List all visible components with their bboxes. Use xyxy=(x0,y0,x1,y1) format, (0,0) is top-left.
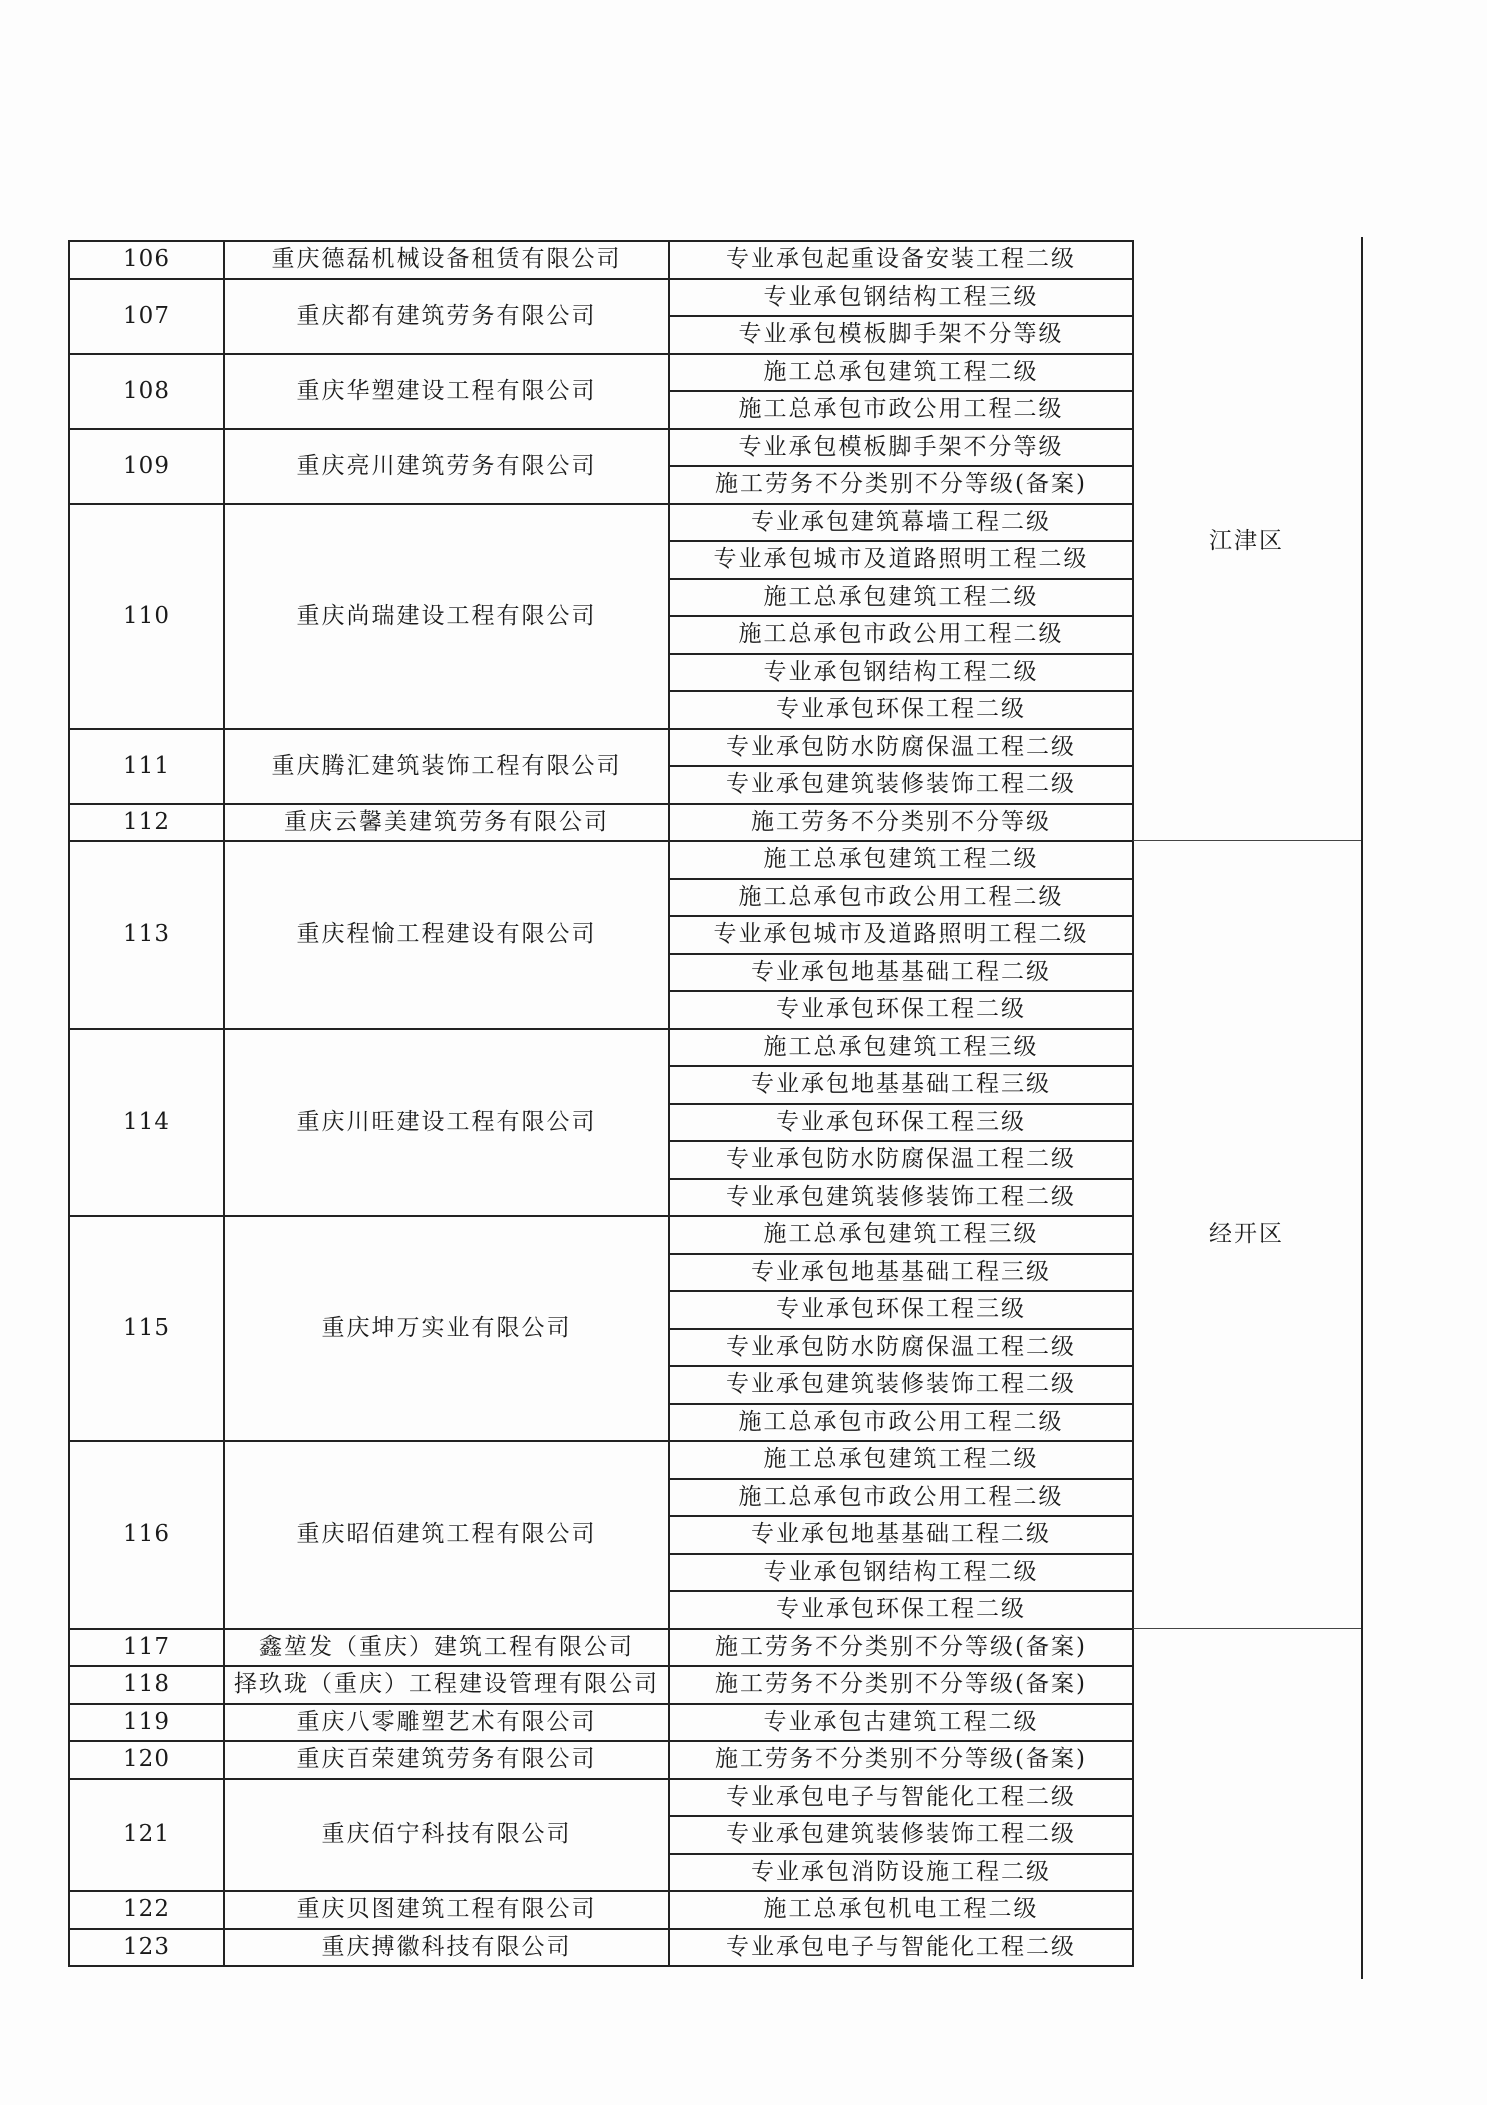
qualification: 专业承包地基基础工程二级 xyxy=(669,1516,1133,1554)
qualification: 专业承包城市及道路照明工程二级 xyxy=(669,541,1133,579)
company-name: 重庆昭佰建筑工程有限公司 xyxy=(224,1441,669,1629)
qualification: 施工劳务不分类别不分等级(备案) xyxy=(669,1629,1133,1667)
row-number: 108 xyxy=(69,354,224,429)
company-name: 重庆搏徽科技有限公司 xyxy=(224,1929,669,1967)
row-number: 114 xyxy=(69,1029,224,1217)
qualification: 施工总承包建筑工程二级 xyxy=(669,354,1133,392)
row-number: 120 xyxy=(69,1741,224,1779)
region-name: 经开区 xyxy=(1209,1221,1284,1248)
row-number: 123 xyxy=(69,1929,224,1967)
region-name xyxy=(1133,1629,1359,1967)
qualification: 施工总承包建筑工程二级 xyxy=(669,841,1133,879)
company-name: 重庆川旺建设工程有限公司 xyxy=(224,1029,669,1217)
qualification: 专业承包地基基础工程三级 xyxy=(669,1066,1133,1104)
row-number: 118 xyxy=(69,1666,224,1704)
company-name: 重庆程愉工程建设有限公司 xyxy=(224,841,669,1029)
qualification: 专业承包防水防腐保温工程二级 xyxy=(669,729,1133,767)
qualification: 施工总承包市政公用工程二级 xyxy=(669,391,1133,429)
table-row xyxy=(69,241,1359,279)
company-name: 重庆佰宁科技有限公司 xyxy=(224,1779,669,1892)
qualification: 专业承包钢结构工程三级 xyxy=(669,279,1133,317)
qualification: 专业承包起重设备安装工程二级 xyxy=(669,241,1133,279)
company-name: 重庆八零雕塑艺术有限公司 xyxy=(224,1704,669,1742)
qualification: 专业承包模板脚手架不分等级 xyxy=(669,429,1133,467)
qualification: 专业承包环保工程三级 xyxy=(669,1104,1133,1142)
row-number: 121 xyxy=(69,1779,224,1892)
qualification: 专业承包环保工程二级 xyxy=(669,1591,1133,1629)
table-row xyxy=(69,1629,1359,1667)
company-name: 重庆都有建筑劳务有限公司 xyxy=(224,279,669,354)
company-name: 重庆云馨美建筑劳务有限公司 xyxy=(224,804,669,842)
qualification: 专业承包城市及道路照明工程二级 xyxy=(669,916,1133,954)
qualification: 专业承包地基基础工程二级 xyxy=(669,954,1133,992)
qualification: 专业承包防水防腐保温工程二级 xyxy=(669,1141,1133,1179)
row-number: 107 xyxy=(69,279,224,354)
qualification: 专业承包建筑装修装饰工程二级 xyxy=(669,1366,1133,1404)
qualification: 专业承包电子与智能化工程二级 xyxy=(669,1929,1133,1967)
company-name: 重庆尚瑞建设工程有限公司 xyxy=(224,504,669,729)
qualification: 施工总承包建筑工程二级 xyxy=(669,579,1133,617)
qualification: 施工总承包机电工程二级 xyxy=(669,1891,1133,1929)
row-number: 116 xyxy=(69,1441,224,1629)
qualification: 施工总承包建筑工程三级 xyxy=(669,1029,1133,1067)
qualification: 施工总承包市政公用工程二级 xyxy=(669,1404,1133,1442)
qualification: 专业承包消防设施工程二级 xyxy=(669,1854,1133,1892)
row-number: 119 xyxy=(69,1704,224,1742)
region-name: 江津区 xyxy=(1209,527,1284,554)
row-number: 111 xyxy=(69,729,224,804)
company-name: 重庆华塑建设工程有限公司 xyxy=(224,354,669,429)
region-separator xyxy=(1133,840,1361,841)
right-border-line xyxy=(1361,237,1363,1979)
row-number: 115 xyxy=(69,1216,224,1441)
qualification: 专业承包环保工程二级 xyxy=(669,691,1133,729)
row-number: 110 xyxy=(69,504,224,729)
qualification: 专业承包建筑幕墙工程二级 xyxy=(669,504,1133,542)
qualification: 专业承包建筑装修装饰工程二级 xyxy=(669,1816,1133,1854)
company-name: 重庆亮川建筑劳务有限公司 xyxy=(224,429,669,504)
row-number: 117 xyxy=(69,1629,224,1667)
company-name: 重庆贝图建筑工程有限公司 xyxy=(224,1891,669,1929)
qualification: 专业承包古建筑工程二级 xyxy=(669,1704,1133,1742)
row-number: 122 xyxy=(69,1891,224,1929)
qualification: 专业承包环保工程二级 xyxy=(669,991,1133,1029)
qualification-table-body xyxy=(69,241,1359,1966)
qualification: 施工总承包市政公用工程二级 xyxy=(669,879,1133,917)
region-separator xyxy=(1133,1628,1361,1629)
qualification: 专业承包建筑装修装饰工程二级 xyxy=(669,1179,1133,1217)
row-number: 112 xyxy=(69,804,224,842)
qualification: 专业承包地基基础工程三级 xyxy=(669,1254,1133,1292)
qualification: 专业承包电子与智能化工程二级 xyxy=(669,1779,1133,1817)
qualification: 施工劳务不分类别不分等级(备案) xyxy=(669,1666,1133,1704)
company-name: 重庆百荣建筑劳务有限公司 xyxy=(224,1741,669,1779)
company-name: 鑫堃发（重庆）建筑工程有限公司 xyxy=(224,1629,669,1667)
qualification: 专业承包模板脚手架不分等级 xyxy=(669,316,1133,354)
qualification: 专业承包钢结构工程二级 xyxy=(669,1554,1133,1592)
row-number: 109 xyxy=(69,429,224,504)
qualification: 施工总承包建筑工程二级 xyxy=(669,1441,1133,1479)
qualification-table xyxy=(68,240,1359,1967)
qualification: 施工总承包市政公用工程二级 xyxy=(669,616,1133,654)
row-number: 113 xyxy=(69,841,224,1029)
company-name: 择玖珑（重庆）工程建设管理有限公司 xyxy=(224,1666,669,1704)
row-number: 106 xyxy=(69,241,224,279)
qualification: 专业承包钢结构工程二级 xyxy=(669,654,1133,692)
company-name: 重庆坤万实业有限公司 xyxy=(224,1216,669,1441)
qualification: 施工劳务不分类别不分等级(备案) xyxy=(669,466,1133,504)
table-row xyxy=(69,841,1359,879)
qualification: 施工总承包市政公用工程二级 xyxy=(669,1479,1133,1517)
company-name: 重庆德磊机械设备租赁有限公司 xyxy=(224,241,669,279)
qualification: 专业承包环保工程三级 xyxy=(669,1291,1133,1329)
qualification: 专业承包建筑装修装饰工程二级 xyxy=(669,766,1133,804)
qualification: 施工总承包建筑工程三级 xyxy=(669,1216,1133,1254)
qualification: 专业承包防水防腐保温工程二级 xyxy=(669,1329,1133,1367)
company-name: 重庆腾汇建筑装饰工程有限公司 xyxy=(224,729,669,804)
qualification: 施工劳务不分类别不分等级 xyxy=(669,804,1133,842)
qualification: 施工劳务不分类别不分等级(备案) xyxy=(669,1741,1133,1779)
